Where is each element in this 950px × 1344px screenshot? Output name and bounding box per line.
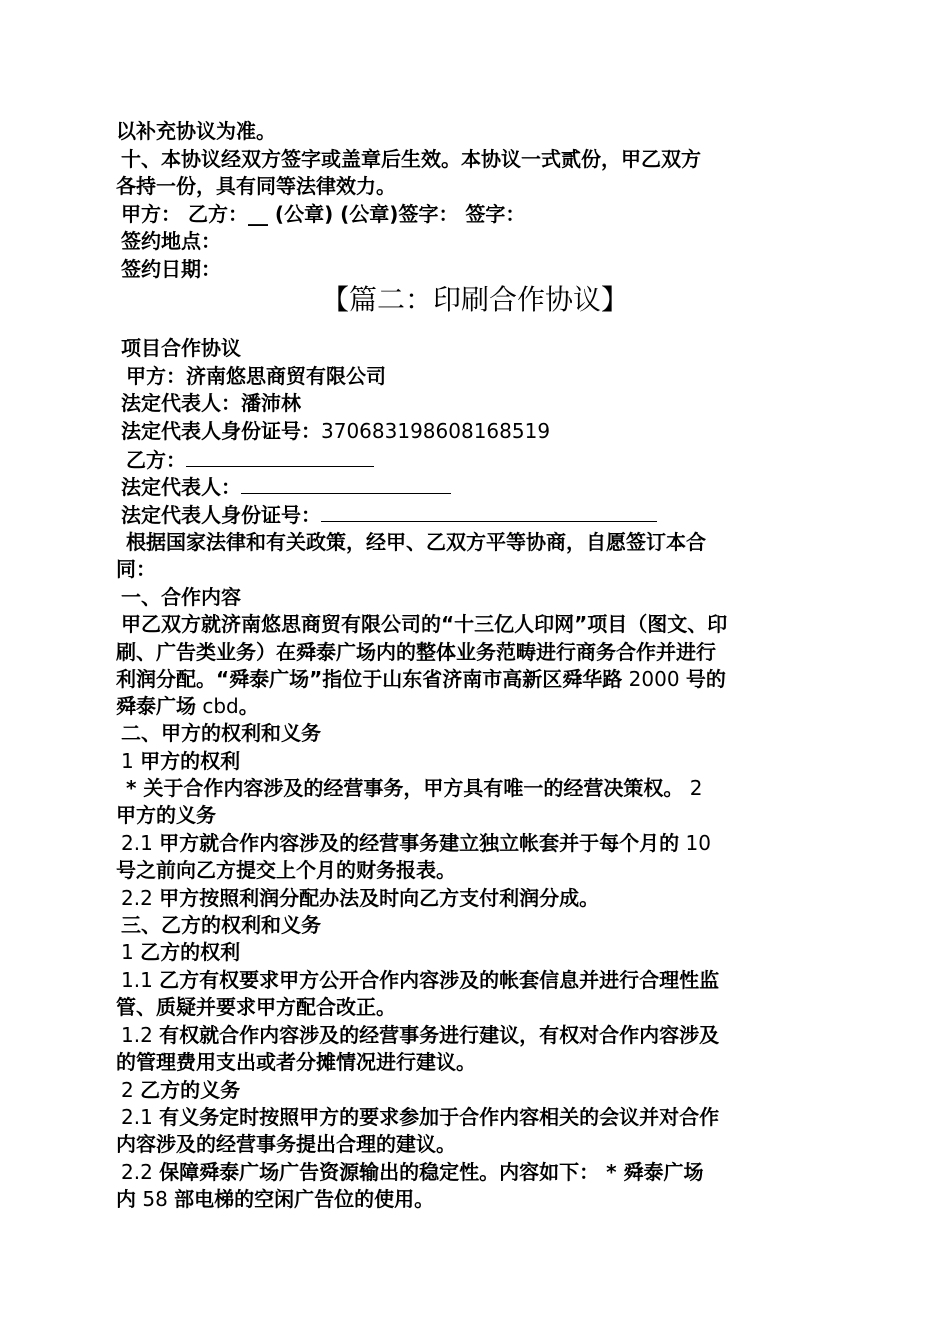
text-line: 管、质疑并要求甲方配合改正。 bbox=[116, 995, 396, 1019]
blank-field bbox=[186, 446, 374, 467]
text-line: 内 58 部电梯的空闲广告位的使用。 bbox=[116, 1187, 435, 1211]
subsection-title: 1 乙方的权利 bbox=[121, 940, 241, 964]
signature-line: 甲方： 乙方：__ (公章) (公章)签字： 签字： bbox=[121, 202, 526, 226]
party-b-id: 法定代表人身份证号： bbox=[121, 501, 657, 529]
text-line: 刷、广告类业务）在舜泰广场内的整体业务范畴进行商务合作并进行 bbox=[116, 640, 716, 664]
doc-title: 项目合作协议 bbox=[121, 336, 241, 360]
blank-field bbox=[321, 501, 657, 522]
blank-field bbox=[241, 473, 451, 494]
subsection-title: 2 乙方的义务 bbox=[121, 1078, 241, 1102]
subsection-title: 1 甲方的权利 bbox=[121, 749, 241, 773]
text-line: 各持一份，具有同等法律效力。 bbox=[116, 174, 396, 198]
party-b: 乙方： bbox=[126, 446, 374, 474]
party-a: 甲方：济南悠思商贸有限公司 bbox=[126, 364, 386, 388]
text-line: 内容涉及的经营事务提出合理的建议。 bbox=[116, 1132, 456, 1156]
signing-place: 签约地点： bbox=[121, 229, 221, 253]
party-a-representative: 法定代表人：潘沛林 bbox=[121, 391, 301, 415]
text-line: 利润分配。“舜泰广场”指位于山东省济南市高新区舜华路 2000 号的 bbox=[116, 667, 726, 691]
clause-item: 1.2 有权就合作内容涉及的经营事务进行建议，有权对合作内容涉及 bbox=[121, 1023, 720, 1047]
party-b-representative: 法定代表人： bbox=[121, 473, 451, 501]
clause-item: 2.2 甲方按照利润分配办法及时向乙方支付利润分成。 bbox=[121, 886, 600, 910]
text-line: 号之前向乙方提交上个月的财务报表。 bbox=[116, 858, 456, 882]
text-line: 甲方的义务 bbox=[116, 803, 216, 827]
text-line: 同： bbox=[116, 557, 156, 581]
text-line: 的管理费用支出或者分摊情况进行建议。 bbox=[116, 1050, 476, 1074]
clause-ten: 十、本协议经双方签字或盖章后生效。本协议一式贰份，甲乙双方 bbox=[121, 147, 701, 171]
signing-date: 签约日期： bbox=[121, 257, 221, 281]
text-line: 甲乙双方就济南悠思商贸有限公司的“十三亿人印网”项目（图文、印 bbox=[121, 612, 728, 636]
section-heading: 【篇二：印刷合作协议】 bbox=[320, 283, 629, 316]
section-title: 二、甲方的权利和义务 bbox=[121, 721, 321, 745]
party-a-id: 法定代表人身份证号：370683198608168519 bbox=[121, 419, 551, 443]
clause-item: 1.1 乙方有权要求甲方公开合作内容涉及的帐套信息并进行合理性监 bbox=[121, 968, 720, 992]
text-line: 以补充协议为准。 bbox=[116, 119, 276, 143]
preamble: 根据国家法律和有关政策，经甲、乙双方平等协商，自愿签订本合 bbox=[126, 530, 706, 554]
clause-item: 2.1 甲方就合作内容涉及的经营事务建立独立帐套并于每个月的 10 bbox=[121, 831, 711, 855]
clause-item: 2.1 有义务定时按照甲方的要求参加于合作内容相关的会议并对合作 bbox=[121, 1105, 720, 1129]
text-line: 舜泰广场 cbd。 bbox=[116, 694, 259, 718]
text-line: * 关于合作内容涉及的经营事务，甲方具有唯一的经营决策权。 2 bbox=[126, 776, 703, 800]
section-title: 一、合作内容 bbox=[121, 585, 241, 609]
section-title: 三、乙方的权利和义务 bbox=[121, 913, 321, 937]
id-number: 370683198608168519 bbox=[321, 419, 551, 443]
clause-item: 2.2 保障舜泰广场广告资源输出的稳定性。内容如下： * 舜泰广场 bbox=[121, 1160, 704, 1184]
